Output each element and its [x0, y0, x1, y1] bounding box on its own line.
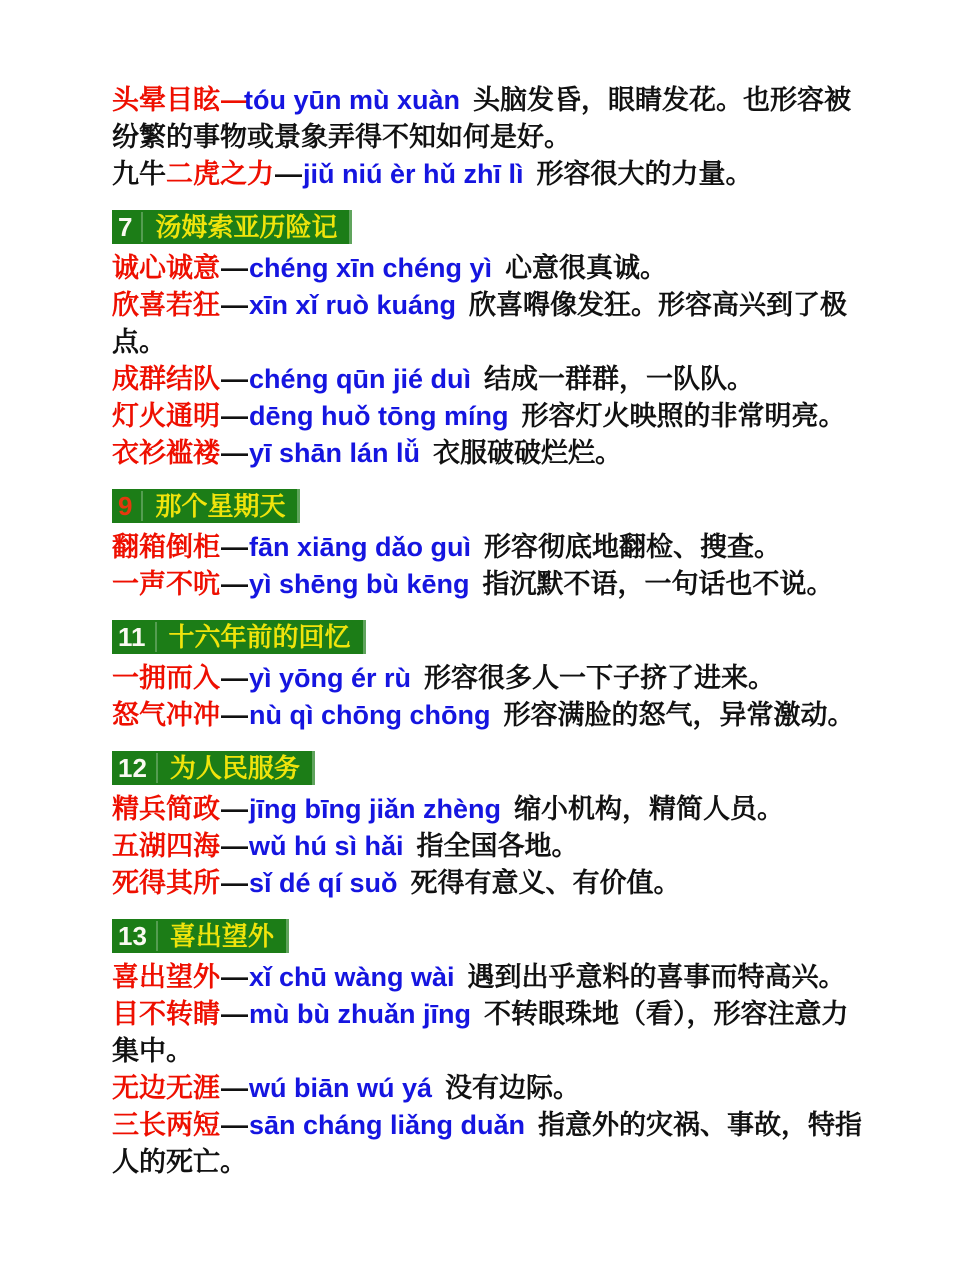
- idiom-meaning: 结成一群群，一队队。: [484, 364, 754, 394]
- idiom-pinyin: mù bù zhuǎn jīng: [249, 999, 471, 1029]
- section-number: 13: [118, 921, 158, 951]
- idiom-meaning: 缩小机构，精简人员。: [513, 794, 784, 824]
- section-number: 11: [118, 622, 157, 652]
- idiom-entry: [112, 660, 864, 697]
- idiom-pinyin: yī shān lán lǚ: [249, 438, 421, 468]
- section-header-12: [112, 751, 315, 785]
- idiom-pinyin: sǐ dé qí suǒ: [249, 868, 398, 898]
- idiom-entry: [112, 996, 864, 1070]
- idiom-hanzi: 欣喜若狂: [112, 290, 220, 320]
- idiom-entry: [112, 697, 864, 734]
- idiom-meaning: 形容灯火映照的非常明亮。: [521, 401, 846, 431]
- idiom-entry: [112, 1070, 864, 1107]
- idiom-pinyin: chéng xīn chéng yì: [249, 253, 493, 283]
- idiom-pinyin: nù qì chōng chōng: [249, 700, 491, 730]
- idiom-hanzi: 头晕目眩: [112, 85, 220, 115]
- idiom-pinyin: fān xiāng dǎo guì: [249, 532, 472, 562]
- idiom-pinyin: jīng bīng jiǎn zhèng: [249, 794, 501, 824]
- idiom-meaning: 指沉默不语，一句话也不说。: [482, 569, 834, 599]
- idiom-hanzi: 精兵简政: [112, 794, 220, 824]
- idiom-meaning: 心意很真诚。: [505, 253, 668, 283]
- idiom-hanzi: 翻箱倒柜: [112, 532, 220, 562]
- idiom-meaning: 欣喜嘚像发狂。形容高兴到了极点。: [112, 290, 848, 357]
- idiom-entry: [112, 1107, 864, 1181]
- idiom-dash: —: [221, 290, 248, 320]
- idiom-entry: [112, 865, 864, 902]
- idiom-prefix: 九牛: [112, 159, 166, 189]
- idiom-dash: —: [221, 569, 248, 599]
- idiom-pinyin: tóu yūn mù xuàn: [244, 85, 460, 115]
- idiom-entry: [112, 398, 864, 435]
- section-number: 7: [118, 212, 143, 242]
- idiom-pinyin: yì yōng ér rù: [249, 663, 412, 693]
- idiom-dash: —: [275, 159, 302, 189]
- idiom-hanzi: 灯火通明: [112, 401, 220, 431]
- idiom-dash: —: [221, 532, 248, 562]
- section-header-7: [112, 210, 352, 244]
- idiom-dash: —: [221, 1110, 248, 1140]
- idiom-entry: [112, 250, 864, 287]
- idiom-entry: [112, 959, 864, 996]
- idiom-dash: —: [221, 962, 248, 992]
- idiom-meaning: 指全国各地。: [416, 831, 579, 861]
- idiom-hanzi: 怒气冲冲: [112, 700, 220, 730]
- idiom-pinyin: dēng huǒ tōng míng: [249, 401, 509, 431]
- idiom-dash: —: [221, 401, 248, 431]
- section-number: 9: [118, 491, 143, 521]
- idiom-meaning: 头脑发昏，眼睛发花。也形容被纷繁的事物或景象弄得不知如何是好。: [112, 85, 851, 152]
- idiom-hanzi: 无边无涯: [112, 1073, 220, 1103]
- idiom-pinyin: wǔ hú sì hǎi: [249, 831, 404, 861]
- idiom-entry: [112, 156, 864, 193]
- idiom-hanzi: 诚心诚意: [112, 253, 220, 283]
- idiom-hanzi: 喜出望外: [112, 962, 220, 992]
- idiom-meaning: 没有边际。: [445, 1073, 581, 1103]
- idiom-pinyin: xǐ chū wàng wài: [249, 962, 455, 992]
- idiom-dash: —: [221, 831, 248, 861]
- idiom-dash: —: [221, 1073, 248, 1103]
- idiom-pinyin: wú biān wú yá: [249, 1073, 433, 1103]
- idiom-meaning: 指意外的灾祸、事故，特指人的死亡。: [112, 1110, 863, 1177]
- idiom-hanzi: 三长两短: [112, 1110, 220, 1140]
- idiom-entry: [112, 287, 864, 361]
- idiom-meaning: 形容很多人一下子挤了进来。: [424, 663, 776, 693]
- idiom-pinyin: sān cháng liǎng duǎn: [249, 1110, 526, 1140]
- idiom-pinyin: yì shēng bù kēng: [249, 569, 470, 599]
- section-title: 喜出望外: [169, 921, 274, 951]
- idiom-entry: [112, 529, 864, 566]
- section-header-13: [112, 919, 289, 953]
- idiom-meaning: 形容满脸的怒气，异常激动。: [503, 700, 855, 730]
- idiom-dash: —: [221, 364, 248, 394]
- idiom-entry: [112, 828, 864, 865]
- idiom-entry: [112, 566, 864, 603]
- idiom-dash: —: [221, 253, 248, 283]
- idiom-dash: —: [221, 700, 248, 730]
- idiom-meaning: 衣服破破烂烂。: [433, 438, 623, 468]
- section-header-11: [112, 620, 366, 654]
- idiom-entry: [112, 791, 864, 828]
- idiom-dash: —: [221, 868, 248, 898]
- idiom-meaning: 不转眼珠地（看），形容注意力集中。: [112, 999, 849, 1066]
- idiom-entry: [112, 361, 864, 398]
- idiom-pinyin: chéng qūn jié duì: [249, 364, 471, 394]
- idiom-entry: [112, 435, 864, 472]
- idiom-meaning: 遇到出乎意料的喜事而特高兴。: [467, 962, 846, 992]
- idiom-dash: —: [221, 85, 248, 115]
- idiom-pinyin: xīn xǐ ruò kuáng: [249, 290, 457, 320]
- section-title: 汤姆索亚历险记: [155, 212, 338, 242]
- idiom-dash: —: [221, 999, 248, 1029]
- idiom-hanzi: 目不转睛: [112, 999, 220, 1029]
- idiom-dash: —: [221, 794, 248, 824]
- idiom-hanzi: 五湖四海: [112, 831, 220, 861]
- section-title: 那个星期天: [155, 491, 286, 521]
- idiom-hanzi: 一声不吭: [112, 569, 220, 599]
- idiom-meaning: 死得有意义、有价值。: [410, 868, 681, 898]
- idiom-entry: [112, 82, 864, 156]
- idiom-dash: —: [221, 663, 248, 693]
- idiom-meaning: 形容彻底地翻检、搜查。: [484, 532, 782, 562]
- section-number: 12: [118, 753, 158, 783]
- idiom-hanzi: 死得其所: [112, 868, 220, 898]
- section-header-9: [112, 489, 300, 523]
- idiom-dash: —: [221, 438, 248, 468]
- idiom-pinyin: jiǔ niú èr hǔ zhī lì: [303, 159, 524, 189]
- section-title: 十六年前的回忆: [168, 622, 351, 652]
- idiom-meaning: 形容很大的力量。: [536, 159, 753, 189]
- idiom-hanzi: 二虎之力: [166, 159, 274, 189]
- idiom-hanzi: 一拥而入: [112, 663, 220, 693]
- idiom-hanzi: 成群结队: [112, 364, 220, 394]
- idiom-hanzi: 衣衫褴褛: [112, 438, 220, 468]
- section-title: 为人民服务: [169, 753, 300, 783]
